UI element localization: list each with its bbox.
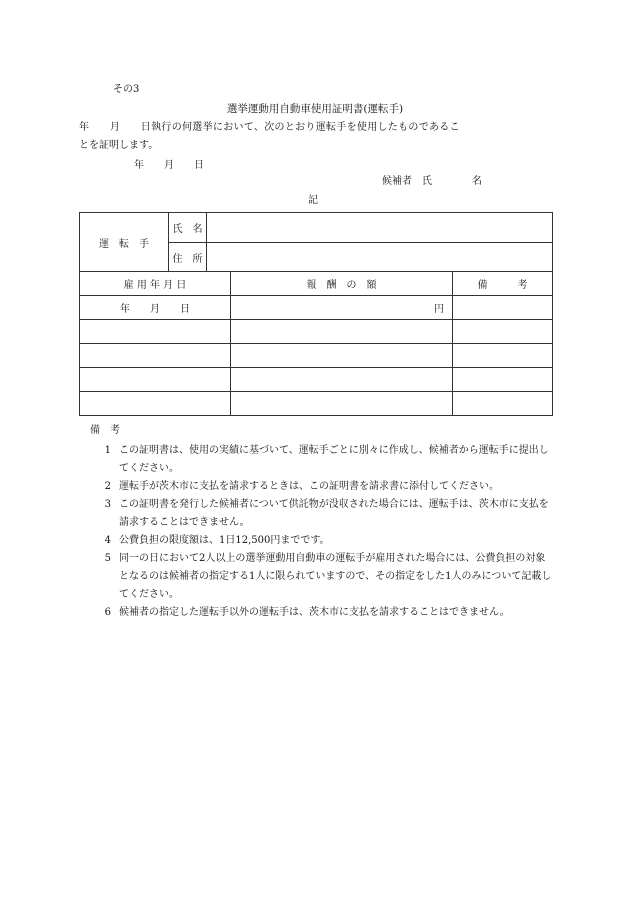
date-cell[interactable] xyxy=(80,344,231,368)
payment-cell[interactable] xyxy=(231,320,453,344)
column-header-remarks: 備 考 xyxy=(453,272,553,296)
remarks-cell[interactable] xyxy=(453,344,553,368)
note-text: この証明書は、使用の実績に基づいて、運転手ごとに別々に作成し、候補者から運転手に提出してください。 xyxy=(119,445,549,474)
table-row xyxy=(80,344,553,368)
note-number: 4 xyxy=(104,535,111,546)
note-text: 同一の日において2人以上の選挙運動用自動車の運転手が雇用された場合には、公費負担の対象となるのは候補者の指定する1人に限られていますので、その指定をした1人のみについて記載してください。 xyxy=(119,553,552,600)
name-field[interactable] xyxy=(207,213,553,243)
table-row xyxy=(80,392,553,416)
date-cell[interactable]: 年 月 日 xyxy=(80,296,231,320)
list-item xyxy=(79,496,552,532)
section-number: その3 xyxy=(113,84,140,95)
intro-line-2: とを証明します。 xyxy=(79,140,159,151)
list-item xyxy=(79,442,552,478)
note-number: 3 xyxy=(104,499,111,510)
driver-table xyxy=(79,212,553,416)
remarks-cell[interactable] xyxy=(453,368,553,392)
date-cell[interactable] xyxy=(80,368,231,392)
note-text: 候補者の指定した運転手以外の運転手は、茨木市に支払を請求することはできません。 xyxy=(119,607,510,618)
list-item xyxy=(79,478,552,496)
document-title: 選挙運動用自動車使用証明書(運転手) xyxy=(226,103,404,115)
column-header-payment: 報 酬 の 額 xyxy=(231,272,453,296)
certification-date: 年 月 日 xyxy=(134,160,204,171)
table-row xyxy=(80,368,553,392)
list-item xyxy=(79,532,552,550)
note-text: 公費負担の限度額は、1日12,500円までです。 xyxy=(119,535,330,546)
remarks-cell[interactable] xyxy=(453,296,553,320)
list-item xyxy=(79,604,552,622)
note-number: 2 xyxy=(104,481,111,492)
date-cell[interactable] xyxy=(80,392,231,416)
name-label: 氏 名 xyxy=(169,213,207,243)
ki-marker: 記 xyxy=(308,195,318,206)
driver-label: 運 転 手 xyxy=(80,213,169,272)
notes-list xyxy=(79,442,552,622)
date-cell[interactable] xyxy=(80,320,231,344)
table-row xyxy=(80,296,553,320)
notes-heading: 備 考 xyxy=(90,425,120,436)
payment-cell[interactable]: 円 xyxy=(231,296,453,320)
address-label: 住 所 xyxy=(169,243,207,272)
note-text: 運転手が茨木市に支払を請求するときは、この証明書を請求書に添付してください。 xyxy=(119,481,499,492)
remarks-cell[interactable] xyxy=(453,392,553,416)
address-field[interactable] xyxy=(207,243,553,272)
note-text: この証明書を発行した候補者について供託物が没収された場合には、運転手は、茨木市に支払を請求することはできません。 xyxy=(119,499,549,528)
list-item xyxy=(79,550,552,604)
candidate-name-label: 候補者 氏 名 xyxy=(382,176,482,187)
table-row xyxy=(80,320,553,344)
column-header-employment-date: 雇 用 年 月 日 xyxy=(80,272,231,296)
intro-line-1: 年 月 日執行の何選挙において、次のとおり運転手を使用したものであるこ xyxy=(79,122,460,133)
payment-cell[interactable] xyxy=(231,368,453,392)
note-number: 6 xyxy=(104,607,111,618)
note-number: 5 xyxy=(104,553,111,564)
payment-cell[interactable] xyxy=(231,344,453,368)
remarks-cell[interactable] xyxy=(453,320,553,344)
note-number: 1 xyxy=(104,445,111,456)
payment-cell[interactable] xyxy=(231,392,453,416)
